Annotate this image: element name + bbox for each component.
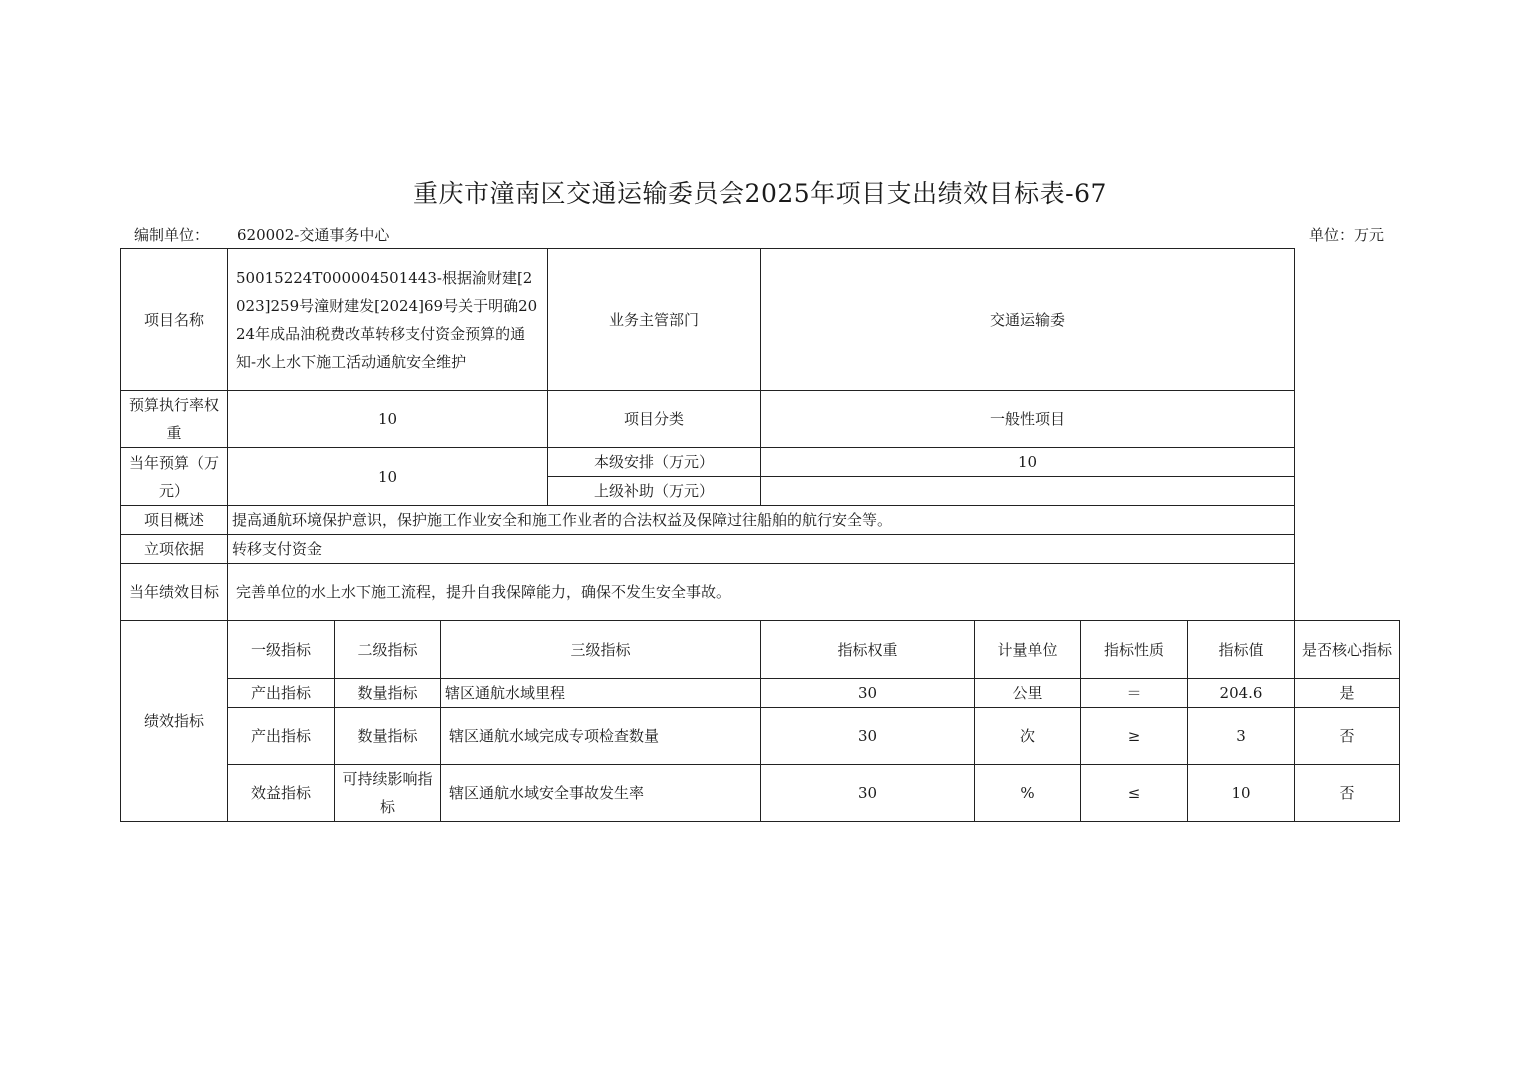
row1-unit: 公里 <box>975 679 1081 708</box>
goal-label: 当年绩效目标 <box>121 564 228 621</box>
header-level2: 二级指标 <box>335 621 441 679</box>
row3-level1: 效益指标 <box>228 765 335 822</box>
overview-value: 提高通航环境保护意识，保护施工作业安全和施工作业者的合法权益及保障过往船舶的航行安全等。 <box>228 506 1295 535</box>
row3-weight: 30 <box>761 765 975 822</box>
page-title: 重庆市潼南区交通运输委员会2025年项目支出绩效目标表-67 <box>413 179 1107 208</box>
goal-value: 完善单位的水上水下施工流程，提升自我保障能力，确保不发生安全事故。 <box>228 564 1295 621</box>
table-row <box>121 708 1400 765</box>
exec-rate-label: 预算执行率权重 <box>121 391 228 448</box>
overview-label: 项目概述 <box>121 506 228 535</box>
project-name-label: 项目名称 <box>121 249 228 391</box>
project-name-value: 50015224T000004501443-根据渝财建[2023]259号潼财建发[2024]69号关于明确2024年成品油税费改革转移支付资金预算的通知-水上水下施工活动通航安全维护 <box>228 249 548 391</box>
row3-level3: 辖区通航水域安全事故发生率 <box>441 765 761 822</box>
header-core: 是否核心指标 <box>1295 621 1400 679</box>
upper-label: 上级补助（万元） <box>548 477 761 506</box>
row1-level1: 产出指标 <box>228 679 335 708</box>
upper-value <box>761 477 1295 506</box>
row3-value: 10 <box>1188 765 1295 822</box>
budget-value: 10 <box>228 448 548 506</box>
header-level1: 一级指标 <box>228 621 335 679</box>
unit-label: 单位：万元 <box>1309 226 1385 244</box>
local-label: 本级安排（万元） <box>548 448 761 477</box>
header-level3: 三级指标 <box>441 621 761 679</box>
exec-rate-value: 10 <box>228 391 548 448</box>
row3-level2: 可持续影响指标 <box>335 765 441 822</box>
row1-value: 204.6 <box>1188 679 1295 708</box>
table-row <box>121 765 1400 822</box>
category-label: 项目分类 <box>548 391 761 448</box>
header-unit: 计量单位 <box>975 621 1081 679</box>
indicators-label: 绩效指标 <box>121 621 228 822</box>
performance-table <box>120 248 1400 822</box>
dept-value: 交通运输委 <box>761 249 1295 391</box>
basis-value: 转移支付资金 <box>228 535 1295 564</box>
basis-label: 立项依据 <box>121 535 228 564</box>
row3-nature: ≤ <box>1081 765 1188 822</box>
table-row <box>121 679 1400 708</box>
category-value: 一般性项目 <box>761 391 1295 448</box>
row2-level2: 数量指标 <box>335 708 441 765</box>
row1-weight: 30 <box>761 679 975 708</box>
row2-level3: 辖区通航水域完成专项检查数量 <box>441 708 761 765</box>
dept-label: 业务主管部门 <box>548 249 761 391</box>
row2-weight: 30 <box>761 708 975 765</box>
row3-core: 否 <box>1295 765 1400 822</box>
row3-unit: % <box>975 765 1081 822</box>
row2-nature: ≥ <box>1081 708 1188 765</box>
row2-level1: 产出指标 <box>228 708 335 765</box>
row1-nature: ＝ <box>1081 679 1188 708</box>
header-value: 指标值 <box>1188 621 1295 679</box>
local-value: 10 <box>761 448 1295 477</box>
header-weight: 指标权重 <box>761 621 975 679</box>
org-value: 620002-交通事务中心 <box>237 226 390 244</box>
row2-value: 3 <box>1188 708 1295 765</box>
row2-unit: 次 <box>975 708 1081 765</box>
row1-level3: 辖区通航水域里程 <box>441 679 761 708</box>
row1-core: 是 <box>1295 679 1400 708</box>
row1-level2: 数量指标 <box>335 679 441 708</box>
budget-label: 当年预算（万元） <box>121 448 228 506</box>
org-label: 编制单位： <box>134 226 210 244</box>
row2-core: 否 <box>1295 708 1400 765</box>
header-nature: 指标性质 <box>1081 621 1188 679</box>
